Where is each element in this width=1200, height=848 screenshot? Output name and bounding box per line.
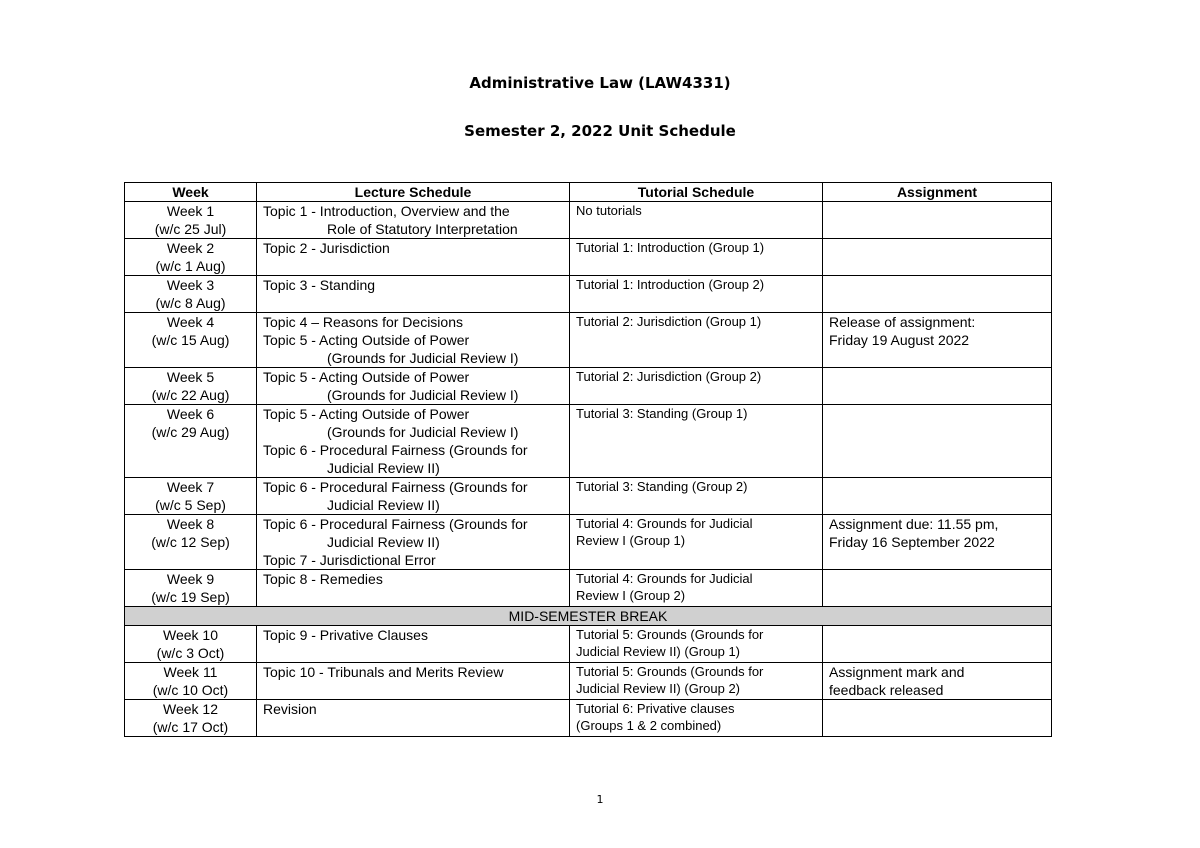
assignment-line: Friday 16 September 2022	[829, 534, 995, 550]
assignment-line: Assignment mark and	[829, 664, 965, 680]
table-row	[125, 313, 1052, 368]
unit-schedule-table	[124, 182, 1052, 737]
tutorial-line: Judicial Review II) (Group 2)	[576, 681, 740, 696]
assignment-cell	[823, 405, 1052, 478]
table-row	[125, 276, 1052, 313]
week-label: Week 10	[163, 627, 218, 643]
tutorial-cell	[570, 663, 823, 700]
week-date: (w/c 12 Sep)	[151, 534, 230, 550]
week-label: Week 2	[166, 240, 215, 256]
week-label: Week 3	[166, 277, 215, 293]
week-cell	[125, 700, 257, 737]
header-week: Week	[125, 183, 257, 202]
header-lecture-schedule: Lecture Schedule	[257, 183, 570, 202]
week-cell	[125, 368, 257, 405]
assignment-cell	[823, 626, 1052, 663]
lecture-line: Judicial Review II)	[327, 497, 440, 513]
document-title: Administrative Law (LAW4331)	[469, 74, 731, 92]
lecture-line: Topic 4 – Reasons for Decisions	[263, 314, 463, 330]
lecture-cell	[257, 313, 570, 368]
lecture-line: Topic 1 - Introduction, Overview and the	[263, 203, 510, 219]
lecture-line: Topic 6 - Procedural Fairness (Grounds for	[263, 516, 528, 532]
lecture-line: (Grounds for Judicial Review I)	[327, 350, 519, 366]
table-row	[125, 515, 1052, 570]
lecture-line: (Grounds for Judicial Review I)	[327, 424, 519, 440]
lecture-line: (Grounds for Judicial Review I)	[327, 387, 519, 403]
week-cell	[125, 478, 257, 515]
tutorial-line: Tutorial 5: Grounds (Grounds for	[576, 664, 764, 679]
lecture-line: Topic 7 - Jurisdictional Error	[263, 552, 436, 568]
assignment-cell	[823, 276, 1052, 313]
lecture-cell	[257, 515, 570, 570]
lecture-cell	[257, 368, 570, 405]
table-row	[125, 663, 1052, 700]
lecture-cell	[257, 202, 570, 239]
page-number: 1	[596, 793, 604, 806]
lecture-line: Topic 10 - Tribunals and Merits Review	[263, 664, 504, 680]
lecture-line: Topic 8 - Remedies	[263, 571, 383, 587]
lecture-cell	[257, 570, 570, 607]
table-row	[125, 405, 1052, 478]
week-date: (w/c 25 Jul)	[154, 221, 227, 237]
tutorial-line: Tutorial 3: Standing (Group 2)	[576, 479, 748, 494]
week-date: (w/c 19 Sep)	[151, 589, 230, 605]
lecture-line: Topic 6 - Procedural Fairness (Grounds for	[263, 442, 528, 458]
lecture-line: Judicial Review II)	[327, 534, 440, 550]
week-date: (w/c 17 Oct)	[152, 719, 229, 735]
week-label: Week 9	[166, 571, 215, 587]
lecture-line: Topic 6 - Procedural Fairness (Grounds for	[263, 479, 528, 495]
tutorial-line: Tutorial 1: Introduction (Group 1)	[576, 240, 765, 255]
assignment-cell	[823, 239, 1052, 276]
week-cell	[125, 405, 257, 478]
assignment-line: Assignment due: 11.55 pm,	[829, 516, 999, 532]
tutorial-cell	[570, 700, 823, 737]
mid-semester-break-label: MID-SEMESTER BREAK	[125, 607, 1052, 626]
week-label: Week 5	[166, 369, 215, 385]
tutorial-line: Review I (Group 2)	[576, 588, 686, 603]
week-date: (w/c 1 Aug)	[155, 258, 226, 274]
week-cell	[125, 515, 257, 570]
assignment-cell	[823, 313, 1052, 368]
week-date: (w/c 10 Oct)	[152, 682, 229, 698]
tutorial-line: Tutorial 6: Privative clauses	[576, 701, 735, 716]
table-row	[125, 368, 1052, 405]
tutorial-cell	[570, 570, 823, 607]
week-cell	[125, 239, 257, 276]
tutorial-line: Review I (Group 1)	[576, 533, 686, 548]
lecture-line: Topic 2 - Jurisdiction	[263, 240, 390, 256]
tutorial-cell	[570, 368, 823, 405]
assignment-line: Release of assignment:	[829, 314, 976, 330]
tutorial-cell	[570, 626, 823, 663]
table-row	[125, 239, 1052, 276]
assignment-cell	[823, 478, 1052, 515]
tutorial-line: No tutorials	[576, 203, 642, 218]
tutorial-cell	[570, 405, 823, 478]
assignment-line: Friday 19 August 2022	[829, 332, 970, 348]
table-body	[125, 202, 1052, 737]
week-label: Week 6	[166, 406, 215, 422]
tutorial-line: (Groups 1 & 2 combined)	[576, 718, 722, 733]
week-label: Week 4	[166, 314, 215, 330]
week-cell	[125, 570, 257, 607]
table-row	[125, 478, 1052, 515]
week-label: Week 11	[163, 664, 218, 680]
week-date: (w/c 5 Sep)	[155, 497, 226, 513]
lecture-cell	[257, 276, 570, 313]
tutorial-cell	[570, 515, 823, 570]
lecture-line: Judicial Review II)	[327, 460, 440, 476]
tutorial-cell	[570, 478, 823, 515]
tutorial-cell	[570, 202, 823, 239]
tutorial-line: Tutorial 2: Jurisdiction (Group 1)	[576, 314, 762, 329]
week-cell	[125, 626, 257, 663]
lecture-cell	[257, 663, 570, 700]
header-assignment: Assignment	[823, 183, 1052, 202]
week-label: Week 12	[163, 701, 218, 717]
tutorial-line: Tutorial 4: Grounds for Judicial	[576, 516, 753, 531]
table-header-row	[125, 183, 1052, 202]
week-date: (w/c 29 Aug)	[151, 424, 230, 440]
week-label: Week 7	[166, 479, 215, 495]
tutorial-cell	[570, 276, 823, 313]
assignment-cell	[823, 663, 1052, 700]
header-tutorial-schedule: Tutorial Schedule	[570, 183, 823, 202]
table-row	[125, 626, 1052, 663]
mid-semester-break-row	[125, 607, 1052, 626]
lecture-line: Topic 5 - Acting Outside of Power	[263, 406, 470, 422]
lecture-line: Topic 3 - Standing	[263, 277, 376, 293]
tutorial-cell	[570, 313, 823, 368]
assignment-line: feedback released	[829, 682, 944, 698]
assignment-cell	[823, 368, 1052, 405]
lecture-cell	[257, 626, 570, 663]
week-label: Week 1	[166, 203, 215, 219]
lecture-line: Topic 5 - Acting Outside of Power	[263, 369, 470, 385]
week-cell	[125, 202, 257, 239]
week-label: Week 8	[166, 516, 215, 532]
week-cell	[125, 276, 257, 313]
tutorial-line: Tutorial 1: Introduction (Group 2)	[576, 277, 765, 292]
week-cell	[125, 663, 257, 700]
document-subtitle: Semester 2, 2022 Unit Schedule	[464, 122, 736, 140]
lecture-line: Topic 9 - Privative Clauses	[263, 627, 428, 643]
week-cell	[125, 313, 257, 368]
week-date: (w/c 3 Oct)	[156, 645, 225, 661]
lecture-cell	[257, 239, 570, 276]
tutorial-line: Tutorial 4: Grounds for Judicial	[576, 571, 753, 586]
lecture-cell	[257, 405, 570, 478]
week-date: (w/c 22 Aug)	[151, 387, 230, 403]
tutorial-line: Tutorial 3: Standing (Group 1)	[576, 406, 748, 421]
tutorial-line: Tutorial 5: Grounds (Grounds for	[576, 627, 764, 642]
lecture-line: Role of Statutory Interpretation	[327, 221, 518, 237]
table-row	[125, 700, 1052, 737]
assignment-cell	[823, 700, 1052, 737]
table-row	[125, 570, 1052, 607]
tutorial-cell	[570, 239, 823, 276]
tutorial-line: Tutorial 2: Jurisdiction (Group 2)	[576, 369, 762, 384]
lecture-cell	[257, 478, 570, 515]
assignment-cell	[823, 515, 1052, 570]
lecture-line: Topic 5 - Acting Outside of Power	[263, 332, 470, 348]
tutorial-line: Judicial Review II) (Group 1)	[576, 644, 740, 659]
week-date: (w/c 15 Aug)	[151, 332, 230, 348]
assignment-cell	[823, 570, 1052, 607]
lecture-line: Revision	[263, 701, 317, 717]
table-row	[125, 202, 1052, 239]
assignment-cell	[823, 202, 1052, 239]
lecture-cell	[257, 700, 570, 737]
week-date: (w/c 8 Aug)	[155, 295, 226, 311]
